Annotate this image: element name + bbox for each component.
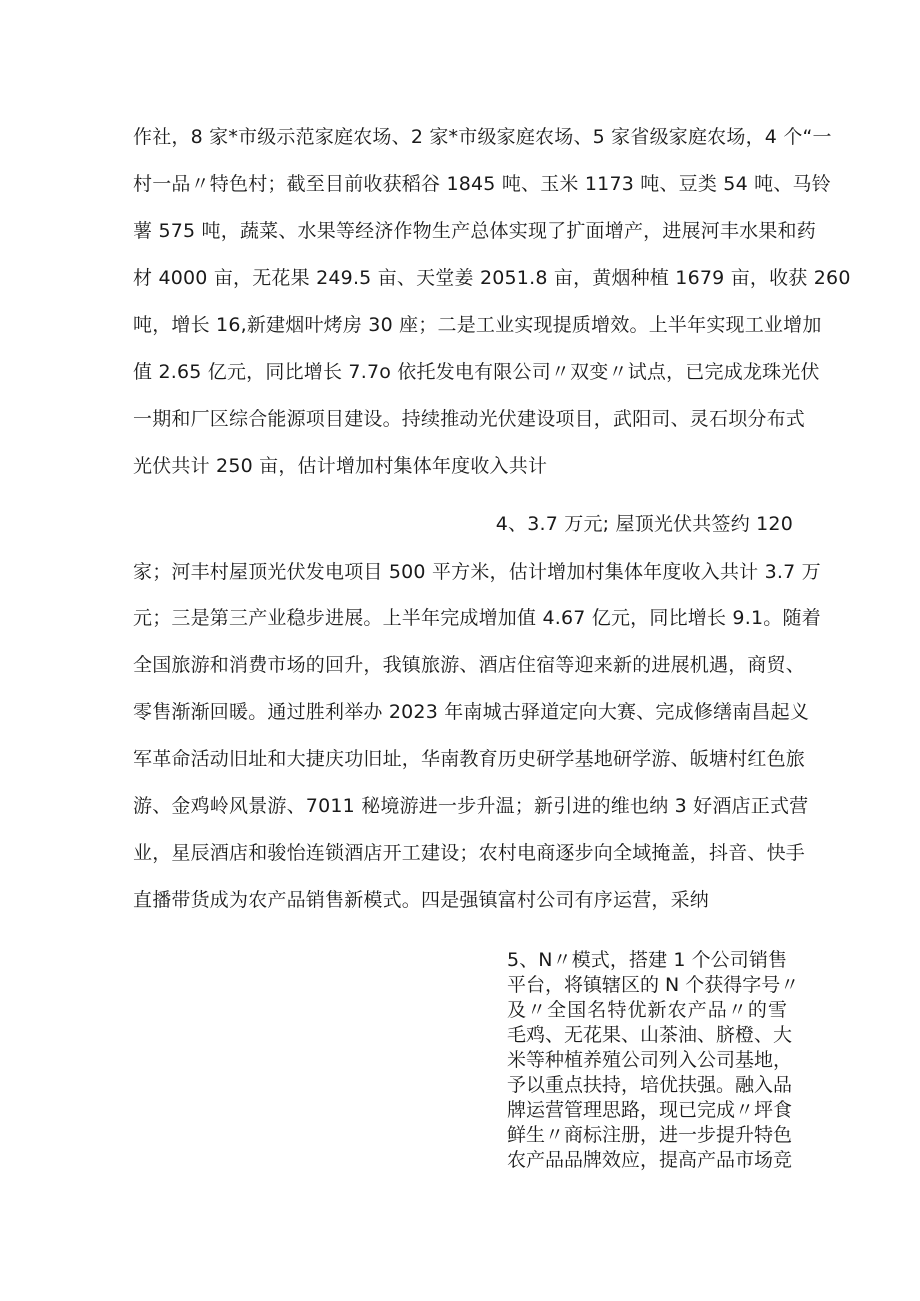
paragraph-line: 材 4000 亩，无花果 249.5 亩、天堂姜 2051.8 亩，黄烟种植 1679 亩，收获 260	[133, 267, 851, 289]
column-line: 米等种植养殖公司列入公司基地，	[507, 1049, 793, 1071]
column-line: 鲜生〃商标注册，进一步提升特色	[507, 1124, 793, 1146]
paragraph-lead-line: 4、3.7 万元; 屋顶光伏共签约 120	[495, 513, 793, 535]
column-line: 毛鸡、无花果、山茶油、脐橙、大	[507, 1024, 793, 1046]
paragraph-line: 全国旅游和消费市场的回升，我镇旅游、酒店住宿等迎来新的进展机遇，商贸、	[133, 654, 806, 676]
paragraph-line: 业，星辰酒店和骏怡连锁酒店开工建设；农村电商逐步向全域掩盖，抖音、快手	[133, 842, 806, 864]
paragraph-line: 家；河丰村屋顶光伏发电项目 500 平方米，估计增加村集体年度收入共计 3.7 万	[133, 561, 821, 583]
paragraph-line: 作社，8 家*市级示范家庭农场、2 家*市级家庭农场、5 家省级家庭农场，4 个“一	[133, 126, 832, 148]
paragraph-line: 光伏共计 250 亩，估计增加村集体年度收入共计	[133, 455, 548, 477]
column-line: 及〃全国名特优新农产品〃的雪	[507, 999, 787, 1021]
column-line: 农产品品牌效应，提高产品市场竞	[507, 1149, 793, 1171]
paragraph-line: 吨，增长 16,新建烟叶烤房 30 座；二是工业实现提质增效。上半年实现工业增加	[133, 314, 822, 336]
paragraph-line: 村一品〃特色村；截至目前收获稻谷 1845 吨、玉米 1173 吨、豆类 54 吨、马铃	[133, 173, 831, 195]
column-line: 牌运营管理思路，现已完成〃坪食	[507, 1099, 793, 1121]
paragraph-line: 零售渐渐回暖。通过胜利举办 2023 年南城古驿道定向大赛、完成修缮南昌起义	[133, 701, 810, 723]
paragraph-line: 薯 575 吨，蔬菜、水果等经济作物生产总体实现了扩面增产，进展河丰水果和药	[133, 220, 816, 242]
paragraph-line: 元；三是第三产业稳步进展。上半年完成增加值 4.67 亿元，同比增长 9.1。随着	[133, 607, 821, 629]
paragraph-line: 军革命活动旧址和大捷庆功旧址，华南教育历史研学基地研学游、皈塘村红色旅	[133, 748, 806, 770]
column-line: 5、N〃模式，搭建 1 个公司销售	[507, 949, 787, 971]
paragraph-line: 一期和厂区综合能源项目建设。持续推动光伏建设项目，武阳司、灵石坝分布式	[133, 408, 806, 430]
paragraph-line: 值 2.65 亿元，同比增长 7.7o 依托发电有限公司〃双变〃试点，已完成龙珠光伏	[133, 361, 820, 383]
paragraph-line: 直播带货成为农产品销售新模式。四是强镇富村公司有序运营，采纳	[133, 889, 710, 911]
column-line: 予以重点扶持，培优扶强。融入品	[507, 1074, 793, 1096]
column-line: 平台，将镇辖区的 N 个获得字号〃	[507, 974, 800, 996]
paragraph-line: 游、金鸡岭风景游、7011 秘境游进一步升温；新引进的维也纳 3 好酒店正式营	[133, 795, 809, 817]
